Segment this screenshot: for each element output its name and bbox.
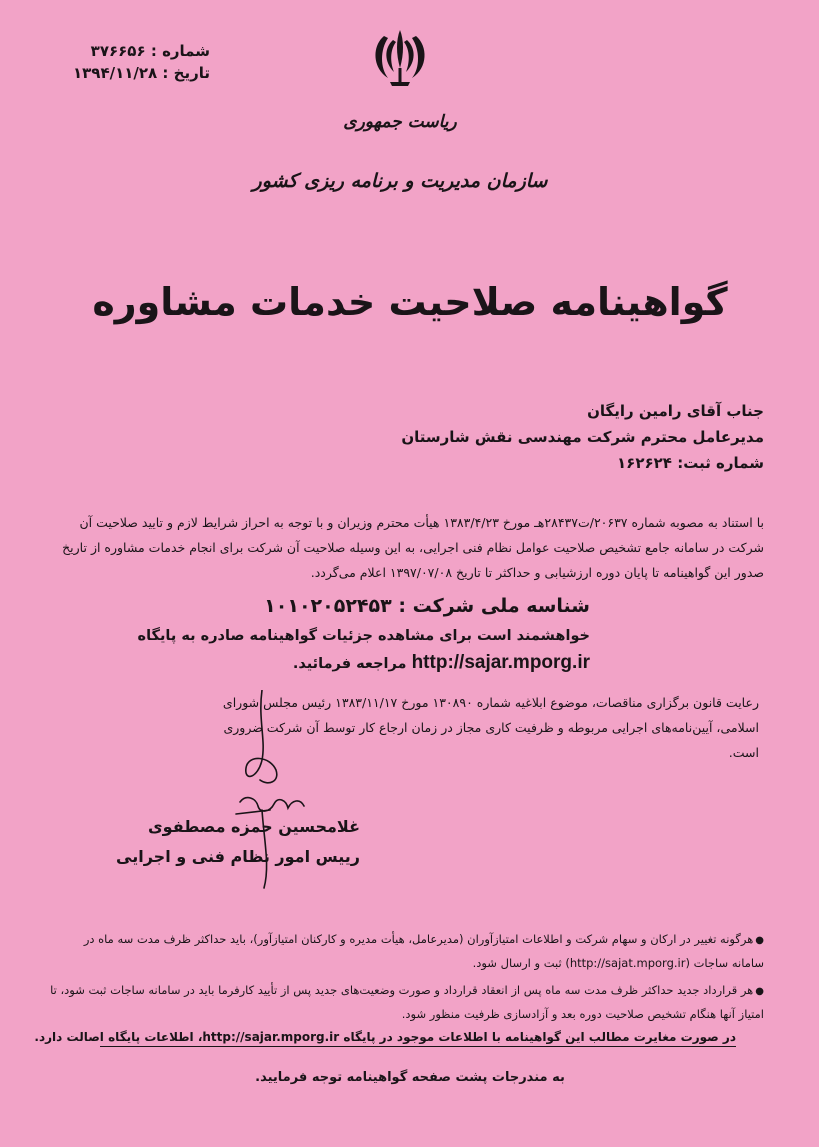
date-value: ۱۳۹۴/۱۱/۲۸ (72, 64, 158, 82)
national-id-label: شناسه ملی شرکت : (398, 595, 590, 617)
notes-list (50, 928, 764, 1030)
note-item (50, 928, 764, 975)
recipient-block (244, 398, 764, 476)
note-item (50, 979, 764, 1026)
visit-url-line (240, 652, 590, 674)
compliance-paragraph: رعایت قانون برگزاری مناقصات، موضوع ابلاغیه شماره ۱۳۰۸۹۰ مورخ ۱۳۸۳/۱۱/۱۷ رئیس مجلس شورای اسلامی، آیین‌نامه‌های اجرایی مربوطه و ظرفیت کاری مجاز در زمان ارجاع کار توسط آن شرکت ضروری است. (222, 695, 759, 760)
certificate-title: گواهینامه صلاحیت خدمات مشاوره (92, 280, 728, 324)
reference-block (40, 40, 210, 84)
number-value: ۳۷۶۶۵۶ (90, 42, 146, 60)
recipient-position: مدیرعامل محترم شرکت مهندسی نقش شارستان (401, 428, 764, 446)
certification-paragraph: با استناد به مصوبه شماره ۲۰۶۳۷/ت۲۸۴۳۷هـ مورخ ۱۳۸۳/۴/۲۳ هیأت محترم وزیران و با توجه به احراز شرایط لازم و تایید صلاحیت آن شرکت در سامانه جامع تشخیص صلاحیت عوامل نظام فنی اجرایی، به این وسیله صلاحیت آن شرکت برای انجام خدمات مشاوره از تاریخ صدور این گواهینامه تا پایان دوره ارزشیابی و حداکثر تا تاریخ ۱۳۹۷/۰۷/۰۸ اعلام می‌گردد. (62, 515, 764, 580)
visit-suffix: مراجعه فرمائید. (292, 656, 407, 672)
sajar-url-link[interactable]: http://sajar.mporg.ir (411, 652, 590, 673)
signer-name: غلامحسین حمزه مصطفوی (148, 817, 360, 836)
bullet-icon: ● (755, 935, 764, 946)
registration-value: ۱۶۲۶۲۴ (617, 454, 672, 472)
national-id-value: ۱۰۱۰۲۰۵۲۴۵۳ (264, 595, 392, 617)
date-label: تاریخ : (162, 64, 210, 82)
bullet-icon: ● (755, 986, 764, 997)
authenticity-warning: در صورت مغایرت مطالب این گواهینامه با اطلاعات موجود در پایگاه http://sajar.mporg.ir، اطلاعات پایگاه اصالت دارد. (100, 1030, 736, 1047)
signer-block (100, 812, 360, 872)
recipient-name: جناب آقای رامین رایگان (587, 402, 764, 420)
date-line (40, 62, 210, 84)
note-text: هرگونه تغییر در ارکان و سهام شرکت و اطلاعات امتیازآوران (مدیرعامل، هیأت مدیره و کارکنان امتیازآور)، باید حداکثر ظرف مدت سه ماه در سامانه ساجات (http://sajat.mporg.ir) ثبت و ارسال شود. (83, 932, 764, 970)
registration-label: شماره ثبت: (677, 454, 764, 472)
number-label: شماره : (150, 42, 210, 60)
number-line (40, 40, 210, 62)
registration-line (244, 450, 764, 476)
organization-heading: سازمان مدیریت و برنامه ریزی کشور (252, 170, 548, 192)
national-id-line (230, 595, 590, 617)
signer-title: رییس امور نظام فنی و اجرایی (116, 847, 360, 866)
visit-instruction-line: خواهشمند است برای مشاهده جزئیات گواهینامه صادره به پایگاه (137, 628, 590, 644)
presidency-heading: ریاست جمهوری (343, 112, 457, 132)
back-page-note: به مندرجات پشت صفحه گواهینامه توجه فرمایید. (255, 1070, 565, 1085)
iran-emblem-icon (360, 24, 440, 94)
note-text: هر قرارداد جدید حداکثر ظرف مدت سه ماه پس از انعقاد قرارداد و صورت وضعیت‌های جدید پس از تأیید کارفرما باید در سامانه ساجات ثبت شود، تا امتیاز آنها هنگام تشخیص صلاحیت دوره بعد و آزادسازی ظرفیت منظور شود. (50, 983, 764, 1021)
